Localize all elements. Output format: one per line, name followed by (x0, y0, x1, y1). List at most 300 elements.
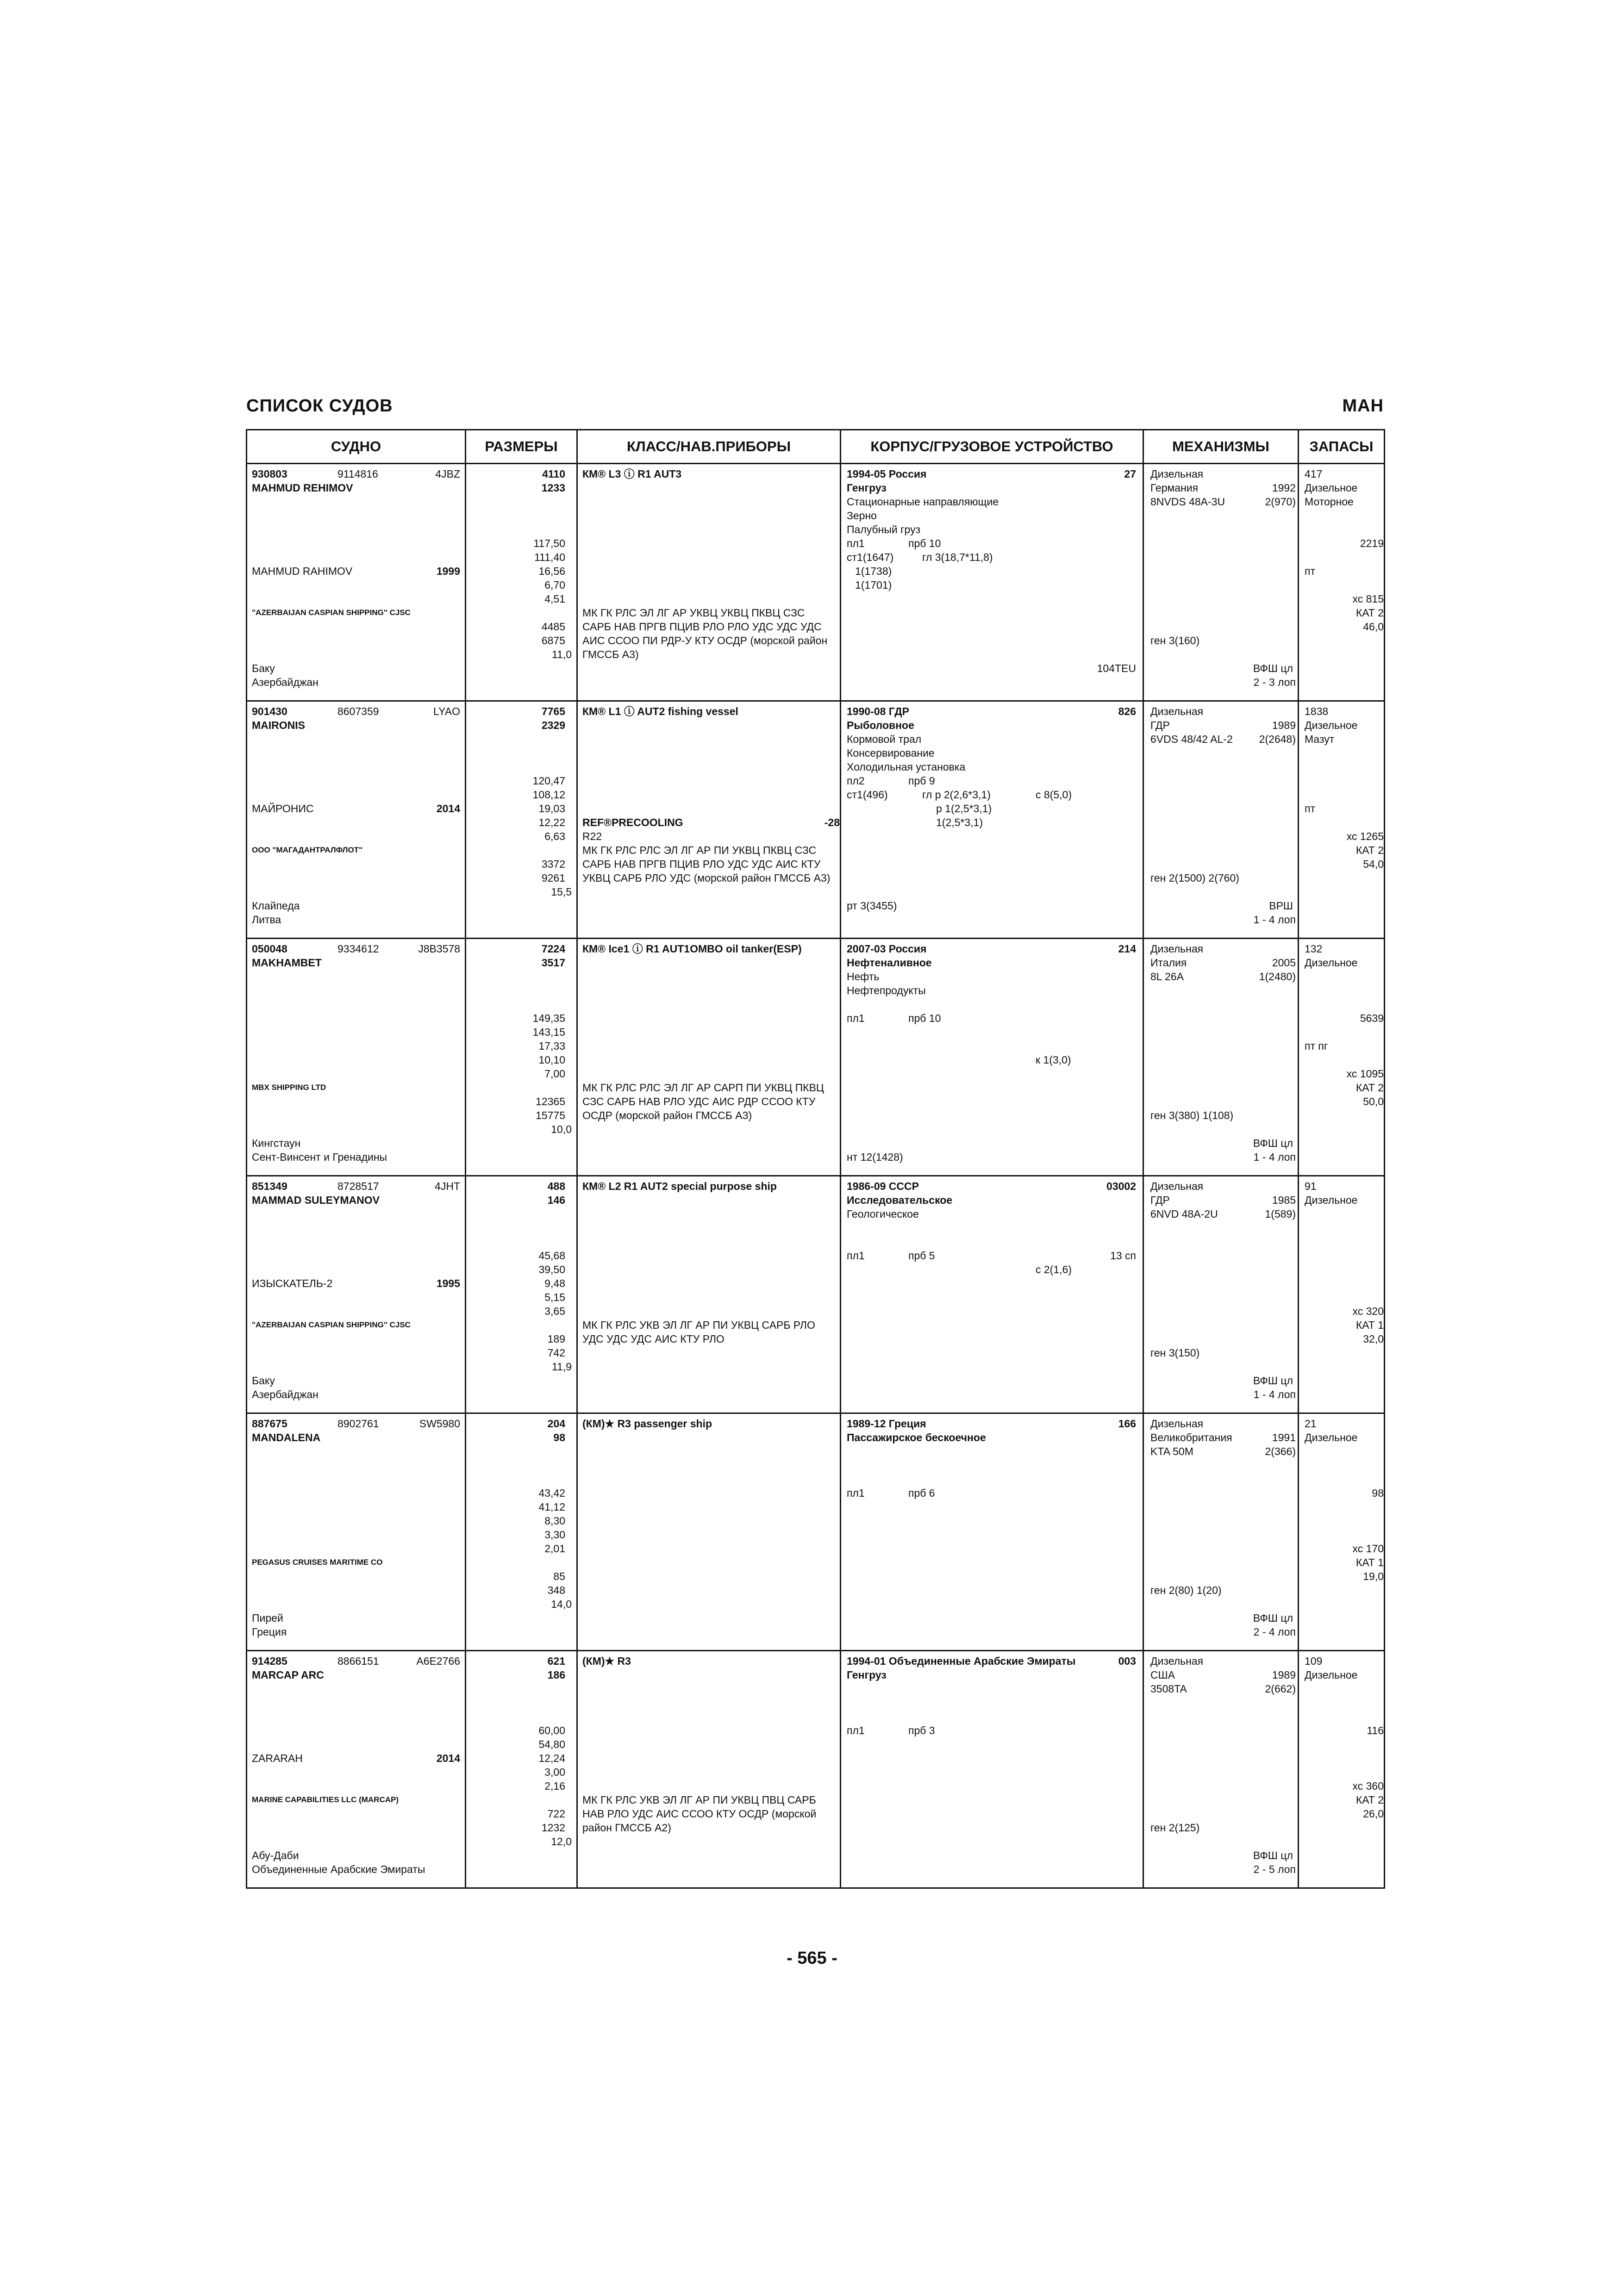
engine-type: Дизельная (1150, 1655, 1204, 1667)
ship-type-line: Палубный груз (847, 523, 921, 535)
former-name-year: 2014 (436, 1752, 460, 1764)
fuel-quantity: 21 (1305, 1418, 1317, 1430)
ship-type-line: Нефть (847, 971, 880, 983)
former-name: ИЗЫСКАТЕЛЬ-2 (252, 1277, 333, 1289)
dimension-value: 54,80 (538, 1738, 565, 1750)
dimensions-cell (466, 464, 577, 701)
stores-cell (1299, 939, 1385, 1176)
dimension-value: 6,70 (544, 579, 565, 591)
former-name-year: 2014 (436, 803, 460, 815)
engine-type: Дизельная (1150, 705, 1204, 717)
navigation-equipment: МК ГК РЛС РЛС ЭЛ ЛГ АР ПИ УКВЦ ПКВЦ СЗС САРБ НАВ ПРГВ ПЦИВ РЛО УДС УДС АИС КТУ УКВЦ САРБ РЛО УДС (морской район ГМССБ А3) (582, 844, 831, 884)
dimension-value: 149,35 (532, 1012, 565, 1024)
bulkhead-count: прб 6 (908, 1487, 935, 1499)
engine-power: 2(970) (1265, 496, 1296, 508)
fuel-quantity: 91 (1305, 1180, 1317, 1192)
dimensions-cell (466, 1651, 577, 1888)
ship-name: MAHMUD REHIMOV (252, 482, 353, 494)
build-date-country: 1989-12 Греция (847, 1418, 926, 1430)
dimension-value: 7,00 (544, 1068, 565, 1080)
imo-number: 8607359 (337, 705, 379, 717)
dimension-value: 43,42 (538, 1487, 565, 1499)
column-header-hull: КОРПУС/ГРУЗОВОЕ УСТРОЙСТВО (841, 430, 1143, 464)
dimension-value: 15775 (536, 1109, 565, 1121)
class-notation: КМ® Ice1 ⓘ R1 AUT1OMBO oil tanker(ESP) (582, 943, 802, 955)
teu-capacity: 104TEU (1097, 662, 1136, 674)
dimension-value: 3,65 (544, 1305, 565, 1317)
call-sign: LYAO (433, 705, 460, 717)
engine-model: 3508TA (1150, 1683, 1187, 1695)
bulkhead-count: прб 10 (908, 537, 941, 549)
engine-power: 2(662) (1265, 1683, 1296, 1695)
bulkhead-count: прб 3 (908, 1724, 935, 1736)
ship-cell (247, 1413, 466, 1651)
fishing-refrigeration: рт 3(3455) (847, 900, 897, 912)
dimension-value: 9,48 (544, 1277, 565, 1289)
hatch-size: гл р 2(2,6*3,1) (922, 789, 991, 801)
former-name-year: 1995 (436, 1277, 460, 1289)
dimension-value: 3,00 (544, 1766, 565, 1778)
engine-year: 1992 (1272, 482, 1296, 494)
navigation-equipment: МК ГК РЛС УКВ ЭЛ ЛГ АР ПИ УКВЦ САРБ РЛО УДС УДС УДС АИС КТУ РЛО (582, 1319, 815, 1345)
crew-capacity: хс 320 (1352, 1305, 1384, 1317)
dimension-value: 3,30 (544, 1529, 565, 1541)
tonnage-value: 4110 (542, 468, 565, 480)
hull-cell (841, 939, 1143, 1176)
crew-capacity: хс 170 (1352, 1543, 1384, 1555)
engine-year: 1991 (1272, 1431, 1296, 1444)
dimension-value: 16,56 (538, 565, 565, 577)
generators: ген 3(160) (1150, 635, 1200, 647)
machinery-cell (1143, 464, 1299, 701)
ship-type-line: Стационарные направляющие (847, 496, 999, 508)
engine-model: 8L 26A (1150, 971, 1184, 983)
engine-country: США (1150, 1669, 1175, 1681)
cargo-gear: к 1(3,0) (1036, 1054, 1071, 1066)
pt-marker: пт (1305, 565, 1315, 577)
ship-name: MAKHAMBET (252, 957, 322, 969)
column-header-dimensions: РАЗМЕРЫ (466, 430, 577, 464)
hatch-extra: 1(1701) (855, 579, 892, 591)
dimension-value: 108,12 (532, 789, 565, 801)
imo-number: 9334612 (337, 943, 379, 955)
propeller: ВФШ цл (1253, 1375, 1293, 1387)
call-sign: A6E2766 (416, 1655, 460, 1667)
bulkhead-count: прб 9 (908, 775, 935, 787)
hatch-extra: р 1(2,5*3,1) (936, 803, 992, 815)
former-name-year: 1999 (436, 565, 460, 577)
engine-model: KTA 50M (1150, 1445, 1193, 1457)
refrigeration-notation: REF®PRECOOLING (582, 816, 683, 828)
build-date-country: 1994-01 Объединенные Арабские Эмираты (847, 1655, 1076, 1667)
hold-count: пл1 (847, 537, 865, 549)
endurance: 54,0 (1363, 858, 1384, 870)
dimension-value: 2,01 (544, 1543, 565, 1555)
ship-row (247, 939, 1385, 1176)
fuel-quantity-secondary: 98 (1372, 1487, 1384, 1499)
crew-capacity: хс 360 (1352, 1780, 1384, 1792)
machinery-cell (1143, 701, 1299, 939)
ship-name: MAMMAD SULEYMANOV (252, 1194, 380, 1206)
crew-capacity: хс 815 (1352, 593, 1384, 605)
bulkhead-count: прб 10 (908, 1012, 941, 1024)
dimension-value: 1232 (541, 1822, 565, 1834)
fuel-type: Дизельное (1305, 957, 1358, 969)
ship-name: MARCAP ARC (252, 1669, 324, 1681)
class-cell (577, 1176, 841, 1413)
ship-type-line: Нефтепродукты (847, 984, 926, 996)
build-date-country: 1990-08 ГДР (847, 705, 909, 717)
dimension-value: 189 (547, 1333, 565, 1345)
endurance: 32,0 (1363, 1333, 1384, 1345)
navigation-equipment: МК ГК РЛС УКВ ЭЛ ЛГ АР ПИ УКВЦ ПВЦ САРБ НАВ РЛО УДС АИС ССОО КТУ ОСДР (морской район ГМССБ А2) (582, 1794, 817, 1834)
fuel-quantity-secondary: 116 (1367, 1724, 1384, 1736)
engine-country: ГДР (1150, 719, 1170, 731)
tonnage-value: 7224 (541, 943, 565, 955)
tonnage-value: 7765 (541, 705, 565, 717)
engine-country: ГДР (1150, 1194, 1170, 1206)
hatch-extra: 1(2,5*3,1) (936, 816, 983, 828)
engine-country: Италия (1150, 957, 1187, 969)
dimensions-cell (466, 701, 577, 939)
port-of-registry: Баку (252, 662, 275, 674)
fuel-quantity: 132 (1305, 943, 1323, 955)
flag-country: Литва (252, 914, 281, 926)
bulkhead-count: прб 5 (908, 1250, 935, 1262)
ship-row (247, 1651, 1385, 1888)
machinery-cell (1143, 939, 1299, 1176)
dimension-value: 4485 (541, 621, 565, 633)
dimension-value: 9261 (541, 872, 565, 884)
cargo-gear: с 2(1,6) (1036, 1263, 1072, 1276)
call-sign: J8B3578 (418, 943, 460, 955)
propeller: ВФШ цл (1253, 1849, 1293, 1861)
fuel-quantity: 109 (1305, 1655, 1323, 1667)
flag-country: Греция (252, 1626, 287, 1638)
dimensions-cell (466, 939, 577, 1176)
dimension-value: 5,15 (544, 1291, 565, 1303)
engine-type: Дизельная (1150, 943, 1204, 955)
propeller-blades: 1 - 4 лоп (1253, 1388, 1296, 1400)
dimension-value: 85 (553, 1570, 565, 1582)
generators: ген 3(150) (1150, 1347, 1200, 1359)
hatch-size: гл 3(18,7*11,8) (922, 551, 993, 563)
dimension-value: 41,12 (538, 1501, 565, 1513)
register-number: 930803 (252, 468, 287, 480)
class-notation: КМ® L1 ⓘ AUT2 fishing vessel (582, 705, 738, 717)
category: КАТ 1 (1355, 1319, 1384, 1331)
ship-cell (247, 701, 466, 939)
dimension-value: 12,24 (538, 1752, 565, 1764)
fuel-type: Дизельное (1305, 1669, 1358, 1681)
tonnage-value: 488 (547, 1180, 565, 1192)
ship-row (247, 464, 1385, 701)
ship-cell (247, 464, 466, 701)
class-notation: КМ® L3 ⓘ R1 AUT3 (582, 468, 682, 480)
build-date-country: 1986-09 СССР (847, 1180, 919, 1192)
ship-row (247, 1176, 1385, 1413)
hold-count: пл1 (847, 1250, 865, 1262)
port-of-registry: Баку (252, 1375, 275, 1387)
owner: "AZERBAIJAN CASPIAN SHIPPING" CJSC (252, 608, 411, 617)
hull-cell (841, 1413, 1143, 1651)
dimension-value: 10,0 (551, 1123, 572, 1135)
dimensions-cell (466, 1413, 577, 1651)
column-header-stores: ЗАПАСЫ (1299, 430, 1385, 464)
dimension-value: 17,33 (538, 1040, 565, 1052)
endurance: 46,0 (1363, 621, 1384, 633)
navigation-equipment: МК ГК РЛС РЛС ЭЛ ЛГ АР САРП ПИ УКВЦ ПКВЦ СЗС САРБ НАВ РЛО УДС АИС РДР ССОО КТУ ОСДР (морской район ГМССБ А3) (582, 1082, 824, 1121)
propeller-blades: 1 - 4 лоп (1253, 1151, 1296, 1163)
engine-power: 1(589) (1265, 1208, 1296, 1220)
propeller: ВФШ цл (1253, 662, 1293, 674)
engine-year: 1989 (1272, 1669, 1296, 1681)
pt-marker: пт пг (1305, 1040, 1328, 1052)
dimension-value: 143,15 (532, 1026, 565, 1038)
class-cell (577, 1651, 841, 1888)
machinery-cell (1143, 1176, 1299, 1413)
dimension-value: 2,16 (544, 1780, 565, 1792)
dimension-value: 742 (547, 1347, 565, 1359)
fuel-quantity: 1838 (1305, 705, 1329, 717)
column-header-machinery: МЕХАНИЗМЫ (1143, 430, 1299, 464)
ship-type-line: Нефтеналивное (847, 957, 932, 969)
build-date-country: 2007-03 Россия (847, 943, 927, 955)
class-notation: (КМ)★ R3 (582, 1655, 631, 1667)
dimension-value: 6,63 (544, 830, 565, 842)
dimension-value: 39,50 (538, 1263, 565, 1276)
tonnage-value: 146 (547, 1194, 565, 1206)
build-date-country: 1994-05 Россия (847, 468, 927, 480)
dimension-value: 11,0 (551, 648, 572, 660)
hull-number: 03002 (1106, 1180, 1136, 1192)
register-number: 914285 (252, 1655, 287, 1667)
tonnage-value: 621 (547, 1655, 565, 1667)
fuel-quantity-secondary: 5639 (1360, 1012, 1384, 1024)
imo-number: 8728517 (337, 1180, 379, 1192)
dimension-value: 111,40 (534, 551, 565, 563)
dimension-value: 6875 (541, 635, 565, 647)
propeller: ВРШ (1269, 900, 1293, 912)
hold-count: пл1 (847, 1012, 865, 1024)
class-cell (577, 464, 841, 701)
engine-power: 2(366) (1265, 1445, 1296, 1457)
ship-register-table (246, 429, 1385, 1889)
propeller: ВФШ цл (1253, 1137, 1293, 1149)
owner: MARINE CAPABILITIES LLC (MARCAP) (252, 1795, 399, 1804)
table-header-row (247, 430, 1385, 464)
dimension-value: 348 (547, 1584, 565, 1596)
register-number: 050048 (252, 943, 287, 955)
ship-type-line: Генгруз (847, 1669, 887, 1681)
class-cell (577, 701, 841, 939)
dimensions-cell (466, 1176, 577, 1413)
category: КАТ 2 (1355, 1082, 1384, 1094)
register-number: 887675 (252, 1418, 287, 1430)
port-of-registry: Абу-Даби (252, 1849, 299, 1861)
dimension-value: 11,9 (551, 1361, 572, 1373)
teu-capacity: 13 сп (1110, 1250, 1136, 1262)
fuel-type: Дизельное (1305, 482, 1358, 494)
dimension-value: 12,22 (538, 816, 565, 828)
register-number: 851349 (252, 1180, 287, 1192)
category: КАТ 2 (1355, 607, 1384, 619)
propeller-blades: 2 - 5 лоп (1253, 1863, 1296, 1875)
hull-cell (841, 1176, 1143, 1413)
ship-cell (247, 1176, 466, 1413)
engine-type: Дизельная (1150, 1418, 1204, 1430)
ship-type-line: Геологическое (847, 1208, 919, 1220)
pt-marker: пт (1305, 803, 1315, 815)
imo-number: 9114816 (337, 468, 378, 480)
column-header-ship: СУДНО (247, 430, 466, 464)
dimension-value: 12365 (536, 1095, 565, 1108)
dimension-value: 8,30 (544, 1515, 565, 1527)
engine-power: 2(2648) (1259, 733, 1296, 745)
port-of-registry: Кингстаун (252, 1137, 301, 1149)
refrigeration-temperature: -28 (824, 816, 840, 828)
call-sign: SW5980 (419, 1418, 460, 1430)
tonnage-value: 186 (547, 1669, 565, 1681)
ship-name: MANDALENA (252, 1431, 321, 1444)
ship-name: MAIRONIS (252, 719, 305, 731)
hull-cell (841, 1651, 1143, 1888)
port-of-registry: Клайпеда (252, 900, 300, 912)
class-cell (577, 939, 841, 1176)
former-name: МАЙРОНИС (252, 803, 314, 815)
fuel-quantity: 417 (1305, 468, 1323, 480)
endurance: 19,0 (1363, 1570, 1384, 1582)
hull-number: 166 (1118, 1418, 1136, 1430)
engine-year: 2005 (1272, 957, 1296, 969)
dimension-value: 117,50 (533, 537, 565, 549)
stores-cell (1299, 701, 1385, 939)
dimension-value: 3372 (541, 858, 565, 870)
propeller-blades: 1 - 4 лоп (1253, 914, 1296, 926)
engine-year: 1985 (1272, 1194, 1296, 1206)
hull-number: 27 (1124, 468, 1136, 480)
hull-number: 003 (1118, 1655, 1136, 1667)
fuel-type: Дизельное (1305, 1194, 1358, 1206)
section-code: МАН (1342, 396, 1384, 416)
imo-number: 8902761 (337, 1418, 379, 1430)
propeller-blades: 2 - 4 лоп (1253, 1626, 1296, 1638)
engine-country: Германия (1150, 482, 1199, 494)
hull-number: 826 (1118, 705, 1136, 717)
flag-country: Азербайджан (252, 676, 319, 688)
dimension-value: 19,03 (538, 803, 565, 815)
ship-type-line: Зерно (847, 510, 877, 522)
ship-type-line: Пассажирское бескоечное (847, 1431, 986, 1444)
owner: MBX SHIPPING LTD (252, 1083, 326, 1092)
owner: PEGASUS CRUISES MARITIME CO (252, 1558, 383, 1567)
engine-type: Дизельная (1150, 1180, 1204, 1192)
page-title: СПИСОК СУДОВ (246, 396, 393, 416)
dimension-value: 4,51 (544, 593, 565, 605)
deck-openings: ст1(1647) (847, 551, 894, 563)
ship-type-line: Генгруз (847, 482, 887, 494)
column-header-class: КЛАСС/НАВ.ПРИБОРЫ (577, 430, 841, 464)
generators: ген 2(125) (1150, 1822, 1200, 1834)
hull-cell (841, 701, 1143, 939)
tonnage-value: 1233 (541, 482, 565, 494)
generators: ген 3(380) 1(108) (1150, 1109, 1234, 1121)
machinery-cell (1143, 1413, 1299, 1651)
ship-type-line: Консервирование (847, 747, 935, 759)
deck-openings: ст1(496) (847, 789, 888, 801)
dimension-value: 120,47 (532, 775, 565, 787)
ship-type-line: Кормовой трал (847, 733, 922, 745)
ship-cell (247, 939, 466, 1176)
endurance: 26,0 (1363, 1808, 1384, 1820)
category: КАТ 2 (1355, 844, 1384, 856)
hold-count: пл2 (847, 775, 865, 787)
engine-type: Дизельная (1150, 468, 1204, 480)
dimension-value: 45,68 (538, 1250, 565, 1262)
navigation-equipment: МК ГК РЛС ЭЛ ЛГ АР УКВЦ УКВЦ ПКВЦ СЗС САРБ НАВ ПРГВ ПЦИВ РЛО РЛО УДС УДС УДС АИС ССОО ПИ РДР-У КТУ ОСДР (морской район ГМССБ А3) (582, 607, 828, 660)
fuel-type: Дизельное (1305, 719, 1358, 731)
generators: ген 2(1500) 2(760) (1150, 872, 1239, 884)
page-number: - 565 - (787, 1948, 837, 1968)
fuel-type-secondary: Мазут (1305, 733, 1335, 745)
class-cell (577, 1413, 841, 1651)
hold-count: пл1 (847, 1487, 865, 1499)
endurance: 50,0 (1363, 1095, 1384, 1108)
flag-country: Азербайджан (252, 1388, 319, 1400)
tonnage-value: 2329 (541, 719, 565, 731)
stores-cell (1299, 1413, 1385, 1651)
dimension-value: 14,0 (551, 1598, 572, 1610)
machinery-cell (1143, 1651, 1299, 1888)
hatch-extra: 1(1738) (855, 565, 892, 577)
dimension-value: 722 (547, 1808, 565, 1820)
ship-type-line: Холодильная установка (847, 761, 966, 773)
ship-type-line: Рыболовное (847, 719, 914, 731)
owner: "AZERBAIJAN CASPIAN SHIPPING" CJSC (252, 1320, 411, 1329)
stores-cell (1299, 464, 1385, 701)
imo-number: 8866151 (337, 1655, 379, 1667)
ship-cell (247, 1651, 466, 1888)
tonnage-value: 204 (547, 1418, 565, 1430)
stores-cell (1299, 1176, 1385, 1413)
crew-capacity: хс 1095 (1346, 1068, 1384, 1080)
call-sign: 4JHT (435, 1180, 460, 1192)
engine-model: 6VDS 48/42 AL-2 (1150, 733, 1233, 745)
category: КАТ 2 (1355, 1794, 1384, 1806)
former-name: MAHMUD RAHIMOV (252, 565, 353, 577)
propeller-blades: 2 - 3 лоп (1253, 676, 1296, 688)
stores-cell (1299, 1651, 1385, 1888)
hull-number: 214 (1118, 943, 1136, 955)
engine-year: 1989 (1272, 719, 1296, 731)
owner: ООО "МАГАДАНТРАЛФЛОТ" (252, 846, 363, 854)
tonnage-value: 98 (553, 1431, 565, 1444)
engine-country: Великобритания (1150, 1431, 1232, 1444)
refrigerant: R22 (582, 830, 602, 842)
call-sign: 4JBZ (435, 468, 460, 480)
hull-cell (841, 464, 1143, 701)
category: КАТ 1 (1355, 1556, 1384, 1568)
dimension-value: 12,0 (551, 1836, 572, 1848)
fuel-type-secondary: Моторное (1305, 496, 1354, 508)
ship-row (247, 701, 1385, 939)
tonnage-value: 3517 (541, 957, 565, 969)
fuel-type: Дизельное (1305, 1431, 1358, 1444)
dimension-value: 60,00 (538, 1724, 565, 1736)
generators: ген 2(80) 1(20) (1150, 1584, 1222, 1596)
engine-power: 1(2480) (1259, 971, 1296, 983)
flag-country: Сент-Винсент и Гренадины (252, 1151, 387, 1163)
